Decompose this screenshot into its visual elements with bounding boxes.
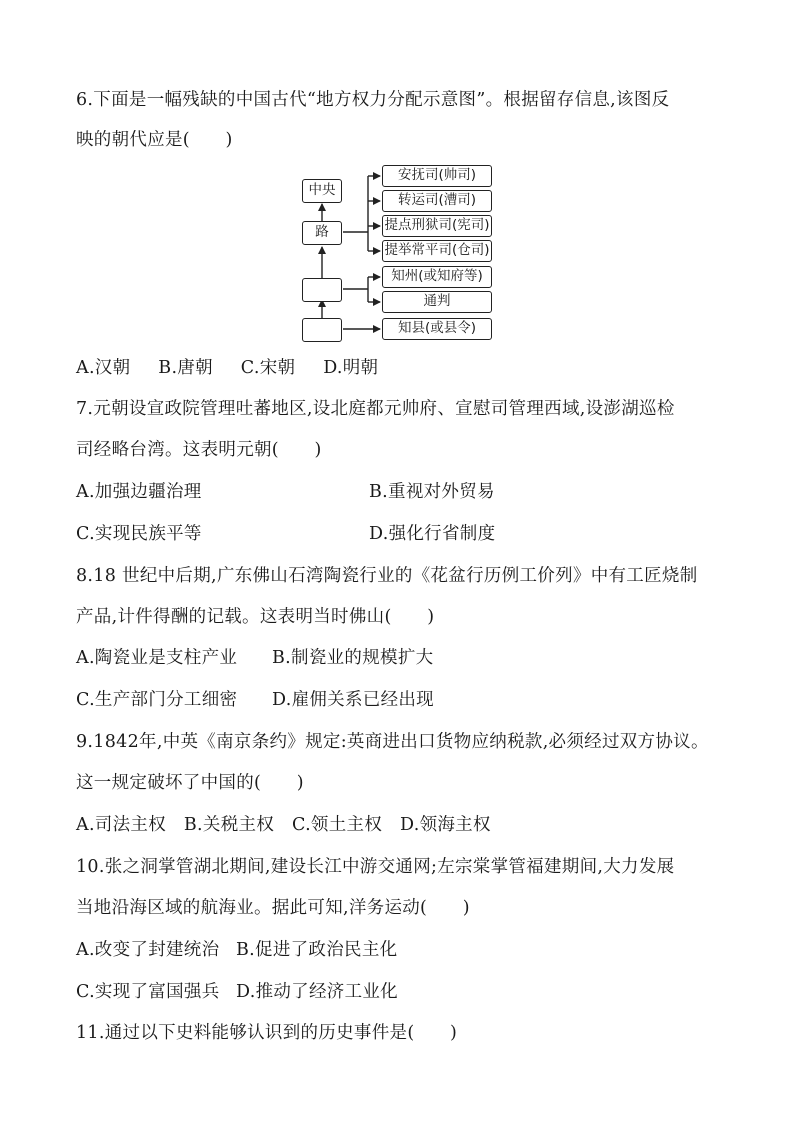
diagram-box-upper-2: 转运司(漕司) xyxy=(382,190,492,212)
q9-option-a[interactable]: A.司法主权 xyxy=(76,815,167,835)
q7-option-c[interactable]: C.实现民族平等 xyxy=(76,524,202,544)
q10-stem-line2: 当地沿海区域的航海业。据此可知,洋务运动( ) xyxy=(76,898,470,918)
diagram-box-upper-3: 提点刑狱司(宪司) xyxy=(382,215,492,237)
q9-stem-line1: 9.1842年,中英《南京条约》规定:英商进出口货物应纳税款,必须经过双方协议。 xyxy=(76,732,709,752)
q6-options xyxy=(76,356,400,380)
diagram-box-blank-1 xyxy=(302,278,342,302)
q9-option-b[interactable]: B.关税主权 xyxy=(183,815,275,835)
q10-option-d[interactable]: D.推动了经济工业化 xyxy=(236,982,398,1002)
q6-option-a[interactable]: A.汉朝 xyxy=(76,358,131,378)
q6-option-b[interactable]: B.唐朝 xyxy=(158,358,213,378)
q6-stem-line2: 映的朝代应是( ) xyxy=(76,130,233,150)
q9-option-c[interactable]: C.领土主权 xyxy=(292,815,383,835)
q6-option-d[interactable]: D.明朝 xyxy=(323,358,379,378)
q10-option-a[interactable]: A.改变了封建统治 xyxy=(76,940,220,960)
diagram-box-lower: 知县(或县令) xyxy=(382,318,492,340)
diagram-box-upper-4: 提举常平司(仓司) xyxy=(382,240,492,262)
q7-option-d[interactable]: D.强化行省制度 xyxy=(369,524,496,544)
diagram-box-central: 中央 xyxy=(302,179,342,203)
q7-stem-line2: 司经略台湾。这表明元朝( ) xyxy=(76,440,322,460)
q7-option-a[interactable]: A.加强边疆治理 xyxy=(76,482,202,502)
q9-options xyxy=(76,813,503,837)
q7-stem-line1: 7.元朝设宣政院管理吐蕃地区,设北庭都元帅府、宣慰司管理西域,设澎湖巡检 xyxy=(76,399,675,419)
q8-option-d[interactable]: D.雇佣关系已经出现 xyxy=(272,690,434,710)
q8-option-b[interactable]: B.制瓷业的规模扩大 xyxy=(272,648,434,668)
q7-option-b[interactable]: B.重视对外贸易 xyxy=(369,482,495,502)
q9-option-d[interactable]: D.领海主权 xyxy=(400,815,491,835)
q9-stem-line2: 这一规定破坏了中国的( ) xyxy=(76,773,304,793)
q10-stem-line1: 10.张之洞掌管湖北期间,建设长江中游交通网;左宗棠掌管福建期间,大力发展 xyxy=(76,857,675,877)
diagram-box-middle-1: 知州(或知府等) xyxy=(382,266,492,288)
diagram-box-blank-2 xyxy=(302,318,342,342)
q8-stem-line1: 8.18 世纪中后期,广东佛山石湾陶瓷行业的《花盆行历例工价列》中有工匠烧制 xyxy=(76,566,698,586)
q6-option-c[interactable]: C.宋朝 xyxy=(240,358,296,378)
q8-option-c[interactable]: C.生产部门分工细密 xyxy=(76,690,238,710)
q11-stem-line1: 11.通过以下史料能够认识到的历史事件是( ) xyxy=(76,1023,458,1043)
diagram-box-upper-1: 安抚司(帅司) xyxy=(382,165,492,187)
diagram-box-route: 路 xyxy=(302,221,342,245)
q8-option-a[interactable]: A.陶瓷业是支柱产业 xyxy=(76,648,238,668)
diagram-box-middle-2: 通判 xyxy=(382,291,492,313)
q10-option-c[interactable]: C.实现了富国强兵 xyxy=(76,982,220,1002)
q8-stem-line2: 产品,计件得酬的记载。这表明当时佛山( ) xyxy=(76,607,435,627)
q10-option-b[interactable]: B.促进了政治民主化 xyxy=(236,940,398,960)
q6-stem-line1: 6.下面是一幅残缺的中国古代“地方权力分配示意图”。根据留存信息,该图反 xyxy=(76,90,670,110)
